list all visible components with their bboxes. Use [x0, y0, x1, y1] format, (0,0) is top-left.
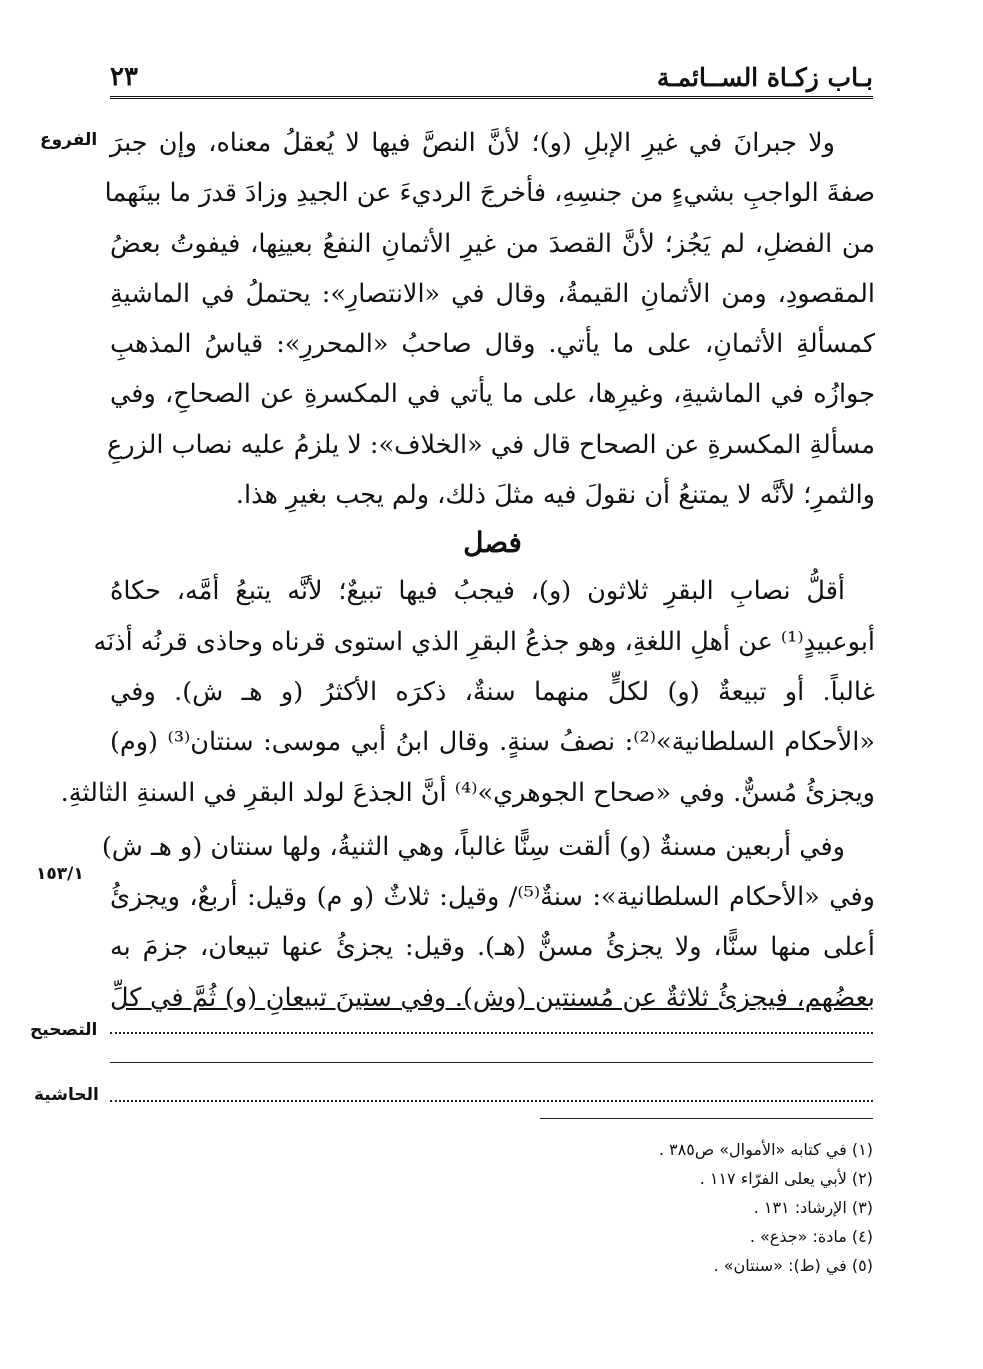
page-header — [110, 52, 873, 99]
hashiya-dotted-line — [110, 1098, 873, 1102]
footnote: (١) في كتابه «الأموال» ص٣٨٥ . — [658, 1140, 873, 1159]
text-line: ويجزئُ مُسنٌّ. وفي «صحاح الجوهري»⁽⁴⁾ أنَّ الجذعَ لولد البقرِ في السنةِ الثالثةِ. — [60, 777, 875, 808]
footnote: (٤) مادة: «جذع» . — [749, 1227, 873, 1246]
footnote: (٢) لأبي يعلى الفرّاء ١١٧ . — [699, 1169, 873, 1188]
text-line: أبوعبيدٍ⁽¹⁾ عن أهلِ اللغةِ، وهو جذعُ البقرِ الذي استوى قرناه وحاذى قرنُه أذنَه — [93, 626, 875, 657]
text-line: أقلُّ نصابِ البقرِ ثلاثون (و)، فيجبُ فيها تبيعٌ؛ لأنَّه يتبعُ أمَّه، حكاهُ — [110, 576, 845, 607]
text-line: ولا جبرانَ في غيرِ الإبلِ (و)؛ لأنَّ النصَّ فيها لا يُعقلُ معناه، وإن جبرَ — [110, 128, 835, 158]
text-line: وفي «الأحكام السلطانية»: سنةٌ⁽⁵⁾/ وقيل: ثلاثٌ (و م) وقيل: أربعٌ، ويجزئُ — [110, 882, 875, 913]
text-line: «الأحكام السلطانية»⁽²⁾: نصفُ سنةٍ. وقال ابنُ أبي موسى: سنتان⁽³⁾ (وم) — [110, 727, 875, 758]
footnote: (٣) الإرشاد: ١٣١ . — [753, 1198, 873, 1217]
footnotes — [373, 1135, 873, 1280]
paragraph-1 — [104, 118, 875, 520]
footnote-separator — [540, 1118, 873, 1119]
text-line: والثمرِ؛ لأنَّه لا يمتنعُ أن نقولَ فيه مثلَ ذلك، ولم يجب بغيرِ هذا. — [235, 480, 875, 511]
margin-label-hashiya: الحاشية — [34, 1085, 99, 1105]
text-line: مسألةِ المكسرةِ عن الصحاح قال في «الخلاف»: لا يلزمُ عليه نصاب الزرعِ — [106, 429, 875, 460]
paragraph-2 — [60, 566, 875, 817]
text-line: المقصودِ، ومن الأثمانِ القيمةُ، وقال في «الانتصارِ»: يحتملُ في الماشيةِ — [110, 278, 875, 309]
separator-line — [110, 1062, 873, 1063]
text-line: أعلى منها سنًّا، ولا يجزئُ مسنٌّ (هـ). وقيل: يجزئُ عنها تبيعان، جزمَ به — [110, 932, 875, 963]
text-line: من الفضلِ، لم يَجُز؛ لأنَّ القصدَ من غيرِ الأثمانِ النفعُ بعينِها، فيفوتُ بعضُ — [110, 228, 875, 259]
page-number: ٢٣ — [110, 62, 138, 92]
paragraph-3 — [101, 822, 875, 1023]
text-line: صفةَ الواجبِ بشيءٍ من جنسِهِ، فأخرجَ الرديءَ عن الجيدِ وزادَ قدرَ ما بينَهما — [104, 178, 875, 209]
margin-label-tashih: التصحيح — [30, 1020, 98, 1040]
margin-label-furu: الفروع — [40, 130, 98, 150]
tashih-dotted-line — [110, 1030, 873, 1034]
text-line: كمسألةِ الأثمانِ، على ما يأتي. وقال صاحبُ «المحررِ»: قياسُ المذهبِ — [110, 329, 875, 360]
text-line: غالباً. أو تبيعةٌ (و) لكلٍّ منهما سنةٌ، ذكرَه الأكثرُ (و هـ ش). وفي — [110, 676, 875, 707]
section-heading: فصل — [463, 526, 522, 560]
footnote: (٥) في (ط): «سنتان» . — [713, 1256, 873, 1275]
text-line: جوازُه في الماشيةِ، وغيرِها، على ما يأتي في المكسرةِ عن الصحاحِ، وفي — [110, 379, 875, 410]
text-line: وفي أربعين مسنةٌ (و) ألقت سِنًّا غالباً، وهي الثنيةُ، ولها سنتان (و هـ ش) — [101, 831, 845, 862]
margin-reference: ١٥٣/١ — [36, 864, 84, 884]
chapter-title: بـاب زكـاة الســائمـة — [656, 63, 873, 92]
text-line-underlined: بعضُهم، فيجزئُ ثلاثةٌ عن مُسنتين (وش). وفي ستينَ تبيعانِ (و) ثُمَّ في كلِّ — [110, 982, 875, 1013]
